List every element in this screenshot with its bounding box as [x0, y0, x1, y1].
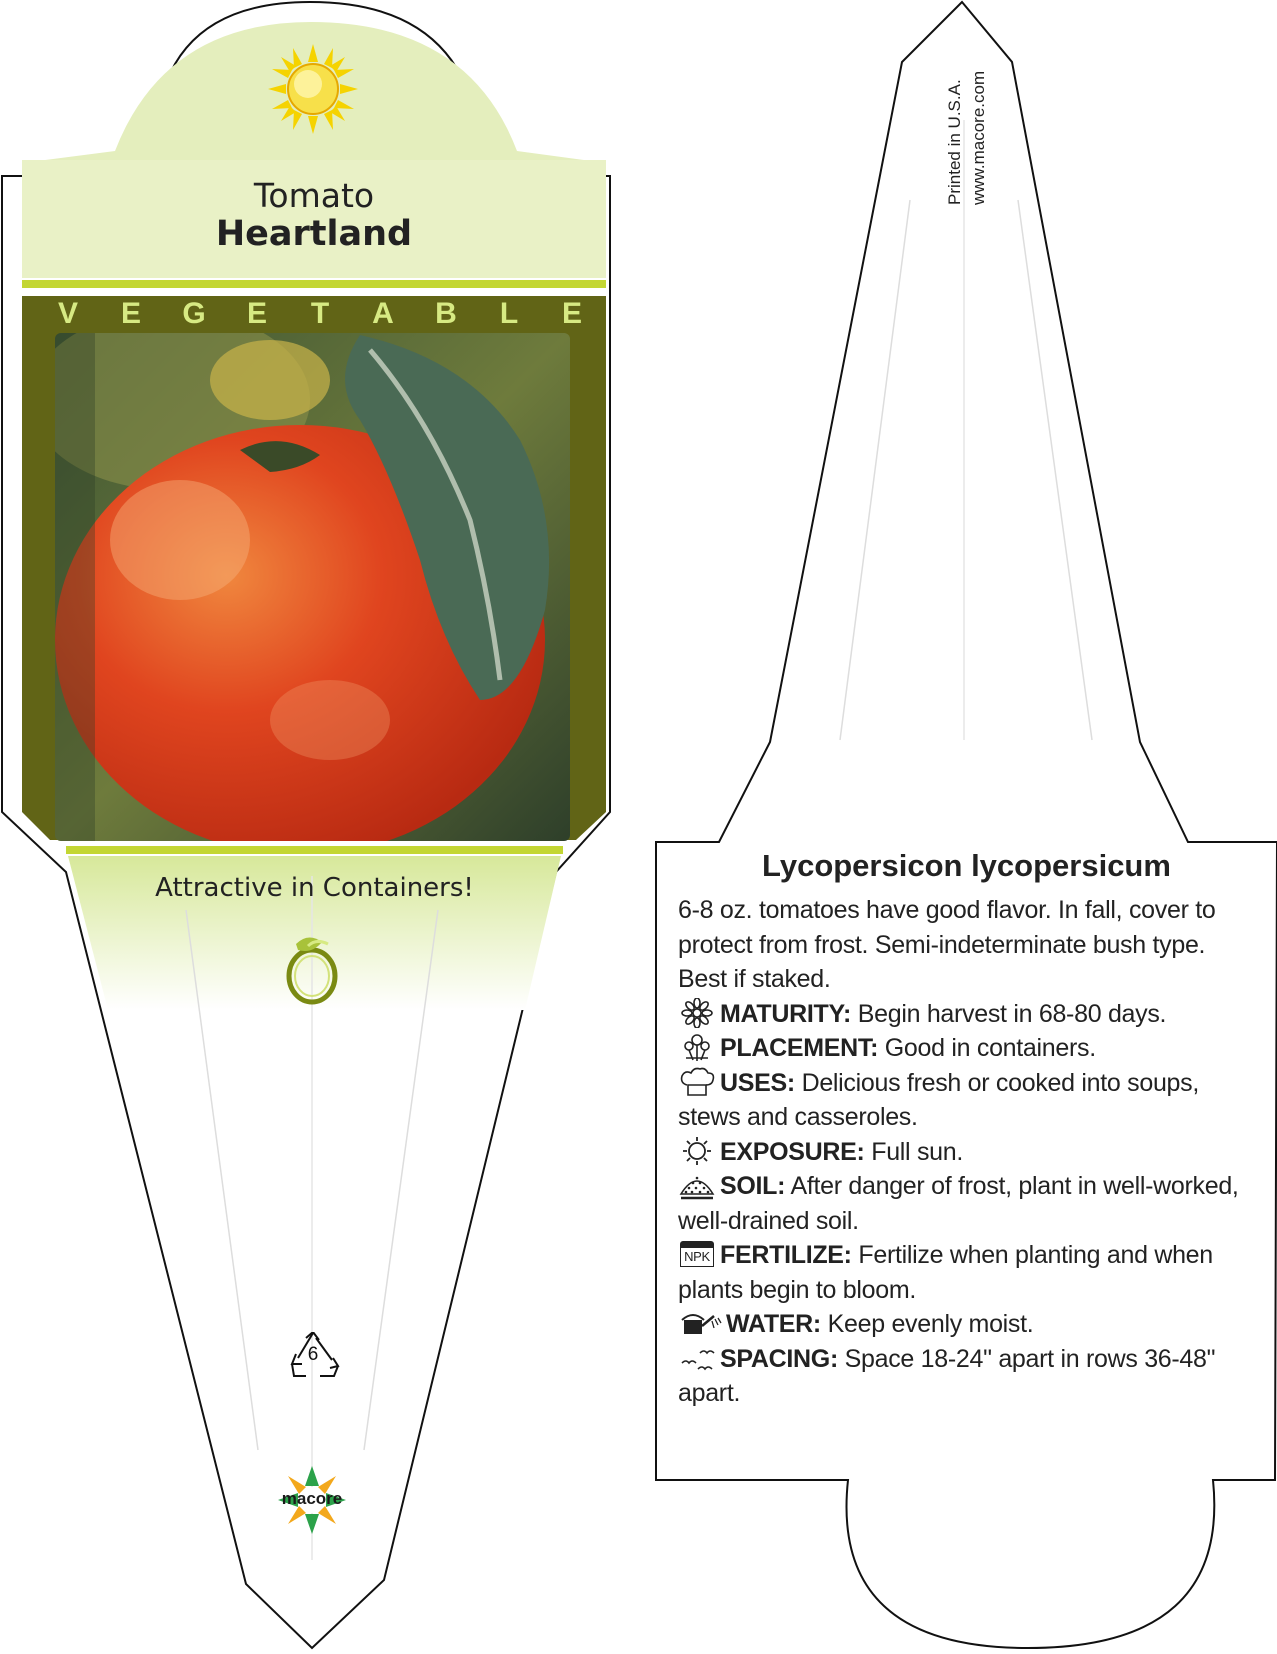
category-letter: A	[372, 297, 394, 330]
category-letter: E	[561, 297, 582, 330]
care-label: USES:	[720, 1068, 795, 1097]
care-label: SPACING:	[720, 1344, 838, 1373]
category-letter: V	[57, 297, 78, 330]
care-label: EXPOSURE:	[720, 1137, 865, 1166]
sun-icon	[678, 1136, 716, 1166]
category-letter: L	[499, 297, 519, 330]
website-text: www.macore.com	[969, 70, 988, 205]
watering-can-icon	[678, 1308, 722, 1338]
brand-name: macore	[281, 1489, 343, 1508]
flower-icon	[678, 998, 716, 1028]
care-text: Space 18-24" apart in rows 36-48" apart.	[678, 1344, 1216, 1407]
care-row-uses	[678, 1066, 1248, 1135]
scientific-name: Lycopersicon lycopersicum	[762, 848, 1171, 883]
tomato-photo	[30, 310, 570, 855]
sun-icon	[268, 44, 358, 134]
printed-in-text: Printed in U.S.A.	[945, 79, 964, 205]
care-label: SOIL:	[720, 1172, 786, 1200]
care-text: Keep evenly moist.	[827, 1310, 1034, 1338]
care-label: MATURITY:	[720, 999, 852, 1028]
care-text: Begin harvest in 68-80 days.	[857, 999, 1167, 1028]
lime-stripe-top	[22, 280, 606, 288]
common-name: Tomato	[253, 176, 375, 215]
care-text: Good in containers.	[884, 1034, 1096, 1062]
care-row-fertilize	[678, 1238, 1248, 1307]
care-row-placement	[678, 1031, 1248, 1066]
category-letter: B	[435, 297, 457, 330]
soil-pile-icon	[678, 1170, 716, 1200]
care-text: Delicious fresh or cooked into soups, stews and casseroles.	[678, 1068, 1200, 1131]
care-label: WATER:	[726, 1310, 821, 1338]
plant-cluster-icon	[678, 1032, 716, 1062]
seedlings-icon	[678, 1343, 716, 1373]
care-text: After danger of frost, plant in well-worked, well-drained soil.	[678, 1172, 1239, 1235]
lime-stripe-bottom	[66, 846, 563, 854]
care-row-water	[678, 1307, 1248, 1342]
care-label: PLACEMENT:	[720, 1034, 879, 1062]
care-label: FERTILIZE:	[720, 1241, 852, 1269]
care-row-soil	[678, 1169, 1248, 1238]
category-letter: E	[246, 297, 267, 330]
category-letter: T	[310, 297, 330, 330]
care-text: Full sun.	[871, 1137, 964, 1166]
category-letter: E	[120, 297, 141, 330]
category-letter: G	[182, 297, 206, 330]
chef-hat-icon	[678, 1067, 716, 1097]
care-info	[678, 893, 1248, 1411]
npk-icon	[678, 1241, 716, 1269]
description: 6-8 oz. tomatoes have good flavor. In fall, cover to protect from frost. Semi-indeterminate bush type. Best if staked.	[678, 896, 1216, 993]
care-row-spacing	[678, 1342, 1248, 1411]
category-label	[22, 297, 606, 333]
variety-name: Heartland	[215, 214, 413, 254]
care-text: Fertilize when planting and when plants begin to bloom.	[678, 1241, 1213, 1304]
care-row-maturity	[678, 997, 1248, 1032]
recycle-number: 6	[307, 1344, 319, 1365]
seed-sprout-icon	[282, 930, 342, 1006]
care-row-exposure	[678, 1135, 1248, 1170]
tagline: Attractive in Containers!	[155, 873, 474, 903]
npk-icon-label: NPK	[680, 1247, 714, 1267]
